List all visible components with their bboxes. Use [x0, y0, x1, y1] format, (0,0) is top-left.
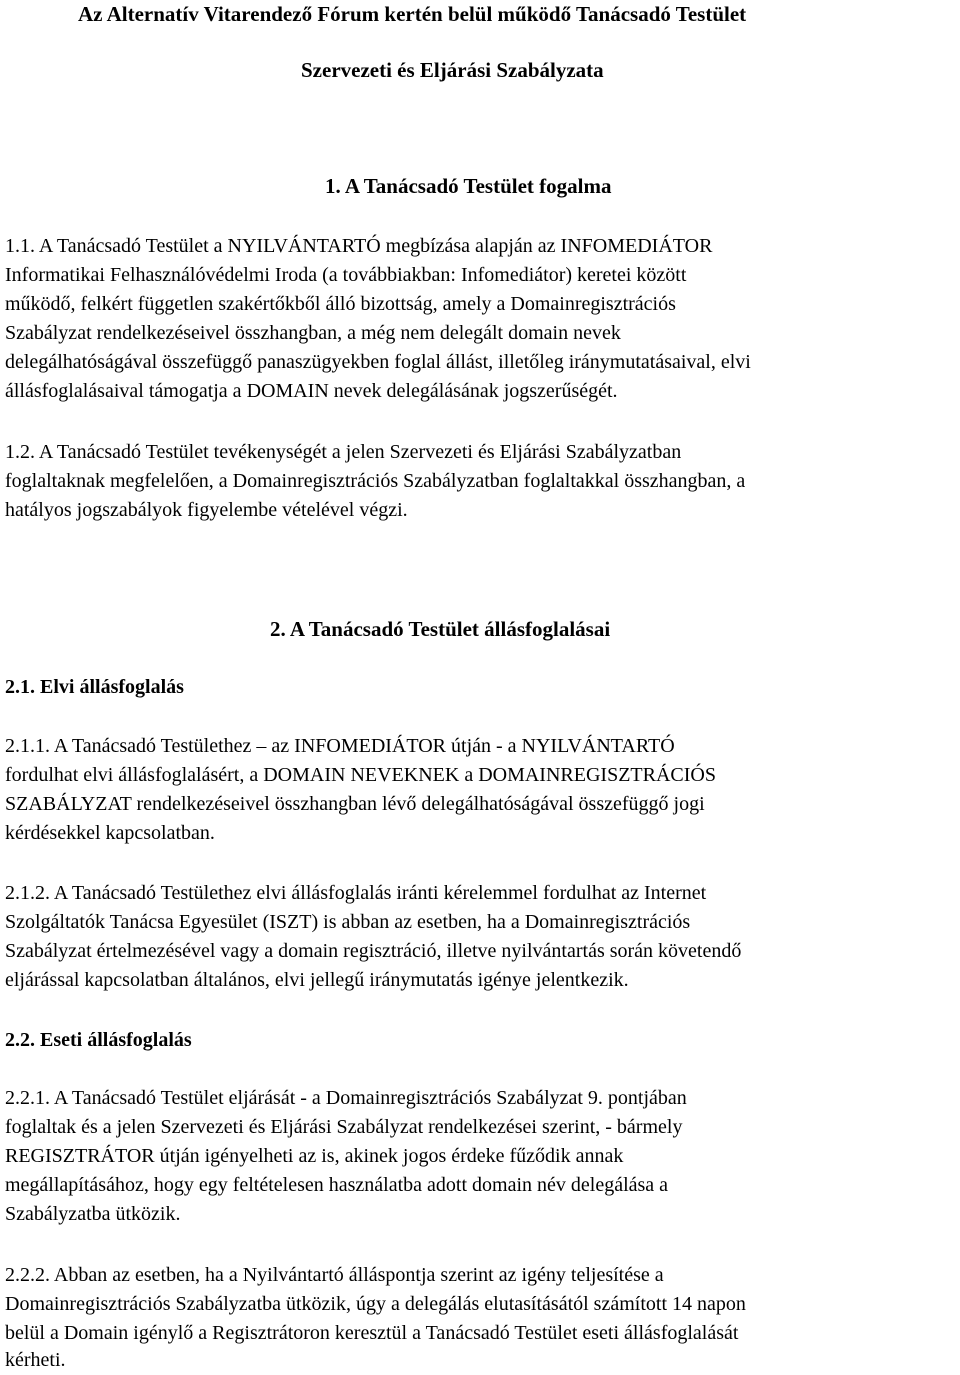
paragraph-line: eljárással kapcsolatban általános, elvi jellegű iránymutatás igénye jelentkezik.	[5, 969, 629, 991]
paragraph-line: 2.2.2. Abban az esetben, ha a Nyilvántartó álláspontja szerint az igény teljesítése a	[5, 1264, 664, 1286]
paragraph-line: Szabályzatba ütközik.	[5, 1203, 181, 1225]
paragraph-line: belül a Domain igénylő a Regisztrátoron keresztül a Tanácsadó Testület eseti állásfoglalását	[5, 1322, 739, 1344]
section-1-heading: 1. A Tanácsadó Testület fogalma	[325, 174, 612, 198]
paragraph-line: hatályos jogszabályok figyelembe vételével végzi.	[5, 499, 408, 521]
paragraph-line: SZABÁLYZAT rendelkezéseivel összhangban lévő delegálhatóságával összefüggő jogi	[5, 793, 705, 815]
paragraph-line: állásfoglalásaival támogatja a DOMAIN nevek delegálásának jogszerűségét.	[5, 380, 618, 402]
document-title-line1: Az Alternatív Vitarendező Fórum kertén belül működő Tanácsadó Testület	[78, 2, 747, 26]
paragraph-line: Szolgáltatók Tanácsa Egyesület (ISZT) is abban az esetben, ha a Domainregisztrációs	[5, 911, 691, 933]
paragraph-line: Szabályzat értelmezésével vagy a domain regisztráció, illetve nyilvántartás során követendő	[5, 940, 742, 962]
paragraph-line: REGISZTRÁTOR útján igényelheti az is, akinek jogos érdeke fűződik annak	[5, 1145, 624, 1167]
paragraph-line: 2.1.2. A Tanácsadó Testülethez elvi állásfoglalás iránti kérelemmel fordulhat az Internet	[5, 882, 707, 904]
paragraph-line: 1.1. A Tanácsadó Testület a NYILVÁNTARTÓ megbízása alapján az INFOMEDIÁTOR	[5, 235, 713, 257]
paragraph-line: delegálhatóságával összefüggő panaszügyekben foglal állást, illetőleg iránymutatásaival, elvi	[5, 351, 751, 373]
paragraph-line: foglaltak és a jelen Szervezeti és Eljárási Szabályzat rendelkezései szerint, - bármely	[5, 1116, 683, 1138]
paragraph-line: Szabályzat rendelkezéseivel összhangban, a még nem delegált domain nevek	[5, 322, 621, 344]
paragraph-line: 1.2. A Tanácsadó Testület tevékenységét a jelen Szervezeti és Eljárási Szabályzatban	[5, 441, 682, 463]
paragraph-line: foglaltaknak megfelelően, a Domainregisztrációs Szabályzatban foglaltakkal összhangban, a	[5, 470, 746, 492]
paragraph-line: 2.1.1. A Tanácsadó Testülethez – az INFOMEDIÁTOR útján - a NYILVÁNTARTÓ	[5, 735, 675, 757]
paragraph-line: Informatikai Felhasználóvédelmi Iroda (a továbbiakban: Infomediátor) keretei között	[5, 264, 687, 286]
paragraph-line: 2.2.1. A Tanácsadó Testület eljárását - a Domainregisztrációs Szabályzat 9. pontjában	[5, 1087, 687, 1109]
paragraph-line: fordulhat elvi állásfoglalásért, a DOMAIN NEVEKNEK a DOMAINREGISZTRÁCIÓS	[5, 764, 716, 786]
section-2-heading: 2. A Tanácsadó Testület állásfoglalásai	[270, 617, 611, 641]
paragraph-line: kérheti.	[5, 1349, 66, 1371]
paragraph-line: megállapításához, hogy egy feltételesen használatba adott domain név delegálása a	[5, 1174, 669, 1196]
paragraph-line: kérdésekkel kapcsolatban.	[5, 822, 215, 844]
paragraph-line: működő, felkért független szakértőkből álló bizottság, amely a Domainregisztrációs	[5, 293, 676, 315]
subsection-2-1-heading: 2.1. Elvi állásfoglalás	[5, 676, 184, 698]
paragraph-line: Domainregisztrációs Szabályzatba ütközik, úgy a delegálás elutasításától számított 14 napon	[5, 1293, 746, 1315]
subsection-2-2-heading: 2.2. Eseti állásfoglalás	[5, 1029, 192, 1051]
document-title-line2: Szervezeti és Eljárási Szabályzata	[301, 58, 604, 82]
